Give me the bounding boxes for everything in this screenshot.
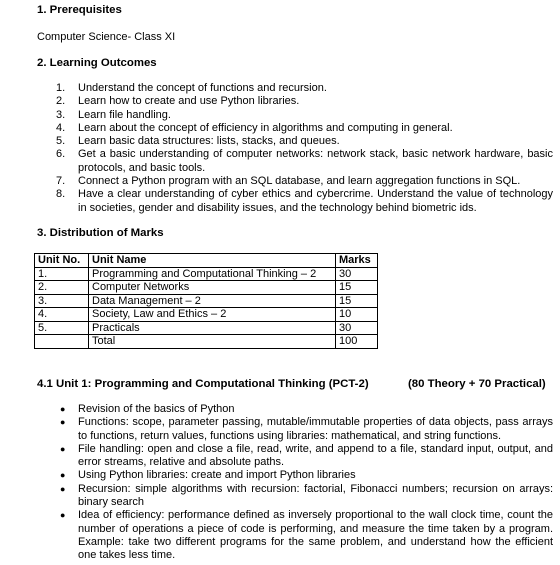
list-item (56, 175, 553, 188)
cell-unit-name: Computer Networks (89, 281, 336, 295)
table-row (35, 308, 378, 322)
list-item-text: Learn basic data structures: lists, stacks, and queues. (78, 135, 340, 148)
table-row-total (35, 335, 378, 349)
list-item (60, 403, 553, 416)
list-item (56, 122, 553, 135)
cell-unit-no: 2. (35, 281, 89, 295)
list-number: 4. (56, 121, 66, 134)
cell-marks: 15 (336, 294, 378, 308)
cell-marks: 30 (336, 267, 378, 281)
list-number: 1. (56, 82, 66, 94)
list-item (56, 82, 553, 95)
table-row (35, 267, 378, 281)
list-item (60, 416, 553, 443)
prerequisites-heading: 1. Prerequisites (37, 4, 122, 16)
bullet-icon: ● (60, 417, 66, 428)
list-item (60, 469, 553, 482)
cell-unit-name: Data Management – 2 (89, 294, 336, 308)
cell-unit-no: 4. (35, 308, 89, 322)
table-row (35, 281, 378, 295)
cell-unit-name: Society, Law and Ethics – 2 (89, 308, 336, 322)
list-item (60, 443, 553, 470)
list-item (56, 188, 553, 215)
table-row (35, 321, 378, 335)
prerequisites-text: Computer Science- Class XI (37, 31, 176, 43)
learning-outcomes-list (56, 82, 553, 215)
cell-unit-no: 1. (35, 267, 89, 281)
list-number: 6. (56, 148, 66, 161)
list-number: 2. (56, 95, 66, 108)
cell-marks: 10 (336, 308, 378, 322)
list-number: 8. (56, 188, 66, 201)
cell-unit-no: 3. (35, 294, 89, 308)
cell-unit-no: 5. (35, 321, 89, 335)
column-header-marks: Marks (336, 254, 378, 268)
unit1-topic-list (60, 403, 553, 563)
list-item-text: Learn how to create and use Python libraries. (78, 95, 300, 108)
list-item (56, 148, 553, 175)
list-item-text: Recursion: simple algorithms with recursion: factorial, Fibonacci numbers; recursion on arrays: binary search (78, 482, 553, 509)
bullet-icon: ● (60, 404, 66, 414)
list-item-text: Learn file handling. (78, 108, 171, 121)
list-item-text: Have a clear understanding of cyber ethics and cybercrime. Understand the value of technology in societies, gender and disability issues, and the technology behind biometric ids. (78, 188, 553, 214)
list-item-text: Get a basic understanding of computer networks: network stack, basic network hardware, basic protocols, and basic tools. (78, 148, 553, 174)
list-item-text: Connect a Python program with an SQL database, and learn aggregation functions in SQL. (78, 175, 521, 188)
list-item-text: Idea of efficiency: performance defined as inversely proportional to the wall clock time, count the number of operations a piece of code is performing, and measure the time taken by a program. Example: take two different programs for the same problem, and understand how the efficient one takes less time. (78, 509, 553, 562)
bullet-icon: ● (60, 510, 66, 521)
column-header-unit-no: Unit No. (35, 254, 89, 268)
bullet-icon: ● (60, 483, 66, 494)
column-header-unit-name: Unit Name (89, 254, 336, 268)
list-item (60, 509, 553, 562)
list-item (56, 109, 553, 122)
list-item-text: Learn about the concept of efficiency in algorithms and computing in general. (78, 121, 453, 134)
learning-outcomes-heading: 2. Learning Outcomes (37, 57, 157, 69)
cell-unit-name: Total (89, 335, 336, 349)
list-item (56, 95, 553, 108)
list-number: 7. (56, 175, 66, 188)
cell-unit-name: Practicals (89, 321, 336, 335)
distribution-heading: 3. Distribution of Marks (37, 227, 164, 239)
list-item (56, 135, 553, 148)
list-item-text: Functions: scope, parameter passing, mutable/immutable properties of data objects, pass arrays to functions, return values, functions using libraries: mathematical, and string functions. (78, 416, 553, 442)
list-item-text: Understand the concept of functions and recursion. (78, 82, 327, 94)
list-item-text: Revision of the basics of Python (78, 403, 235, 415)
list-item-text: File handling: open and close a file, read, write, and append to a file, standard input, output, and error streams, relative and absolute paths. (78, 442, 553, 469)
table-header-row (35, 254, 378, 268)
unit1-marks-split: (80 Theory + 70 Practical) (408, 378, 546, 390)
marks-table (34, 253, 378, 349)
cell-unit-name: Programming and Computational Thinking – 2 (89, 267, 336, 281)
unit1-heading: 4.1 Unit 1: Programming and Computational Thinking (PCT-2) (37, 378, 369, 390)
cell-marks: 15 (336, 281, 378, 295)
list-number: 3. (56, 108, 66, 121)
list-item (60, 483, 553, 510)
cell-marks: 100 (336, 335, 378, 349)
bullet-icon: ● (60, 443, 66, 454)
table-row (35, 294, 378, 308)
list-item-text: Using Python libraries: create and import Python libraries (78, 469, 356, 482)
cell-unit-no (35, 335, 89, 349)
bullet-icon: ● (60, 470, 66, 481)
list-number: 5. (56, 135, 66, 148)
cell-marks: 30 (336, 321, 378, 335)
